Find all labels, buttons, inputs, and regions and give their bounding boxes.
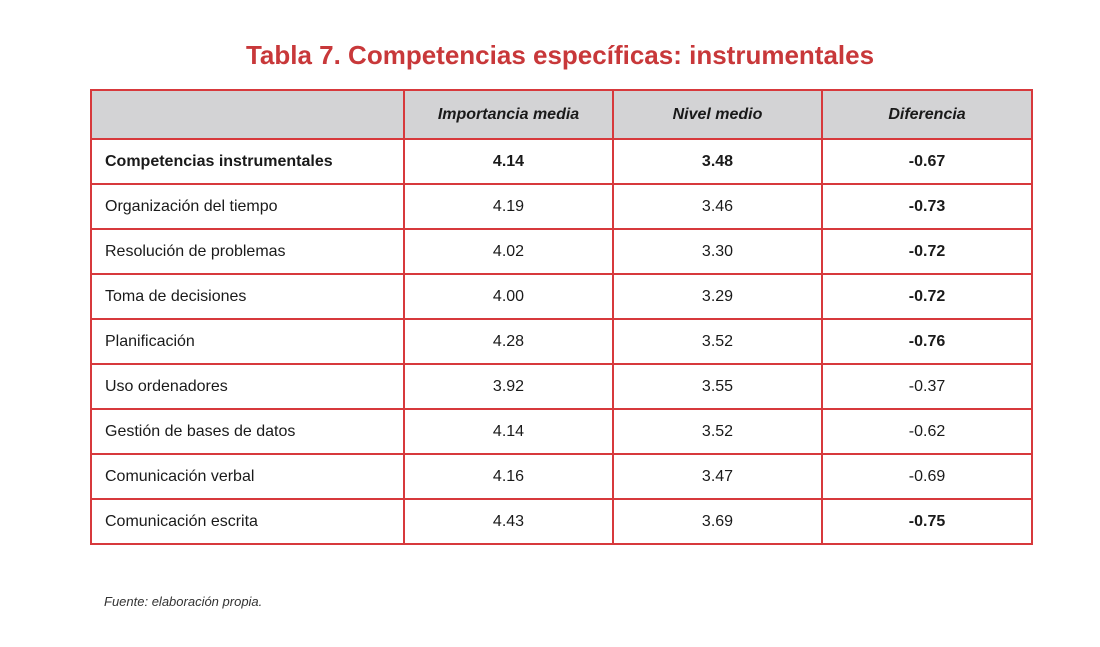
nivel-value: 3.69: [613, 499, 822, 544]
header-empty: [91, 90, 404, 139]
importancia-value: 4.19: [404, 184, 613, 229]
nivel-value: 3.30: [613, 229, 822, 274]
diferencia-value: -0.69: [822, 454, 1032, 499]
nivel-value: 3.52: [613, 319, 822, 364]
table-header-row: [91, 90, 1032, 139]
table-row-summary: [91, 139, 1032, 184]
nivel-value: 3.47: [613, 454, 822, 499]
table-title: Tabla 7. Competencias específicas: instrumentales: [245, 40, 875, 70]
importancia-value: 4.14: [404, 409, 613, 454]
table-row: [91, 409, 1032, 454]
competencia-label: Organización del tiempo: [91, 184, 404, 229]
diferencia-value: -0.76: [822, 319, 1032, 364]
nivel-value: 3.46: [613, 184, 822, 229]
header-importancia: Importancia media: [404, 90, 613, 139]
table-row: [91, 184, 1032, 229]
competencia-label: Comunicación verbal: [91, 454, 404, 499]
table-row: [91, 319, 1032, 364]
competencias-table: [90, 89, 1033, 545]
diferencia-value: -0.72: [822, 274, 1032, 319]
table-body: [91, 139, 1032, 544]
diferencia-value: -0.62: [822, 409, 1032, 454]
nivel-value: 3.48: [613, 139, 822, 184]
table-row: [91, 229, 1032, 274]
importancia-value: 4.14: [404, 139, 613, 184]
competencia-label: Resolución de problemas: [91, 229, 404, 274]
table-row: [91, 454, 1032, 499]
table-row: [91, 274, 1032, 319]
competencia-label: Comunicación escrita: [91, 499, 404, 544]
diferencia-value: -0.73: [822, 184, 1032, 229]
nivel-value: 3.55: [613, 364, 822, 409]
competencia-label: Competencias instrumentales: [91, 139, 404, 184]
table-row: [91, 364, 1032, 409]
competencia-label: Planificación: [91, 319, 404, 364]
table-row: [91, 499, 1032, 544]
diferencia-value: -0.75: [822, 499, 1032, 544]
competencia-label: Gestión de bases de datos: [91, 409, 404, 454]
header-nivel: Nivel medio: [613, 90, 822, 139]
diferencia-value: -0.72: [822, 229, 1032, 274]
nivel-value: 3.52: [613, 409, 822, 454]
importancia-value: 4.02: [404, 229, 613, 274]
competencia-label: Uso ordenadores: [91, 364, 404, 409]
diferencia-value: -0.37: [822, 364, 1032, 409]
importancia-value: 3.92: [404, 364, 613, 409]
diferencia-value: -0.67: [822, 139, 1032, 184]
importancia-value: 4.00: [404, 274, 613, 319]
source-note: Fuente: elaboración propia.: [104, 594, 263, 609]
competencia-label: Toma de decisiones: [91, 274, 404, 319]
nivel-value: 3.29: [613, 274, 822, 319]
header-diferencia: Diferencia: [822, 90, 1032, 139]
importancia-value: 4.28: [404, 319, 613, 364]
importancia-value: 4.16: [404, 454, 613, 499]
importancia-value: 4.43: [404, 499, 613, 544]
